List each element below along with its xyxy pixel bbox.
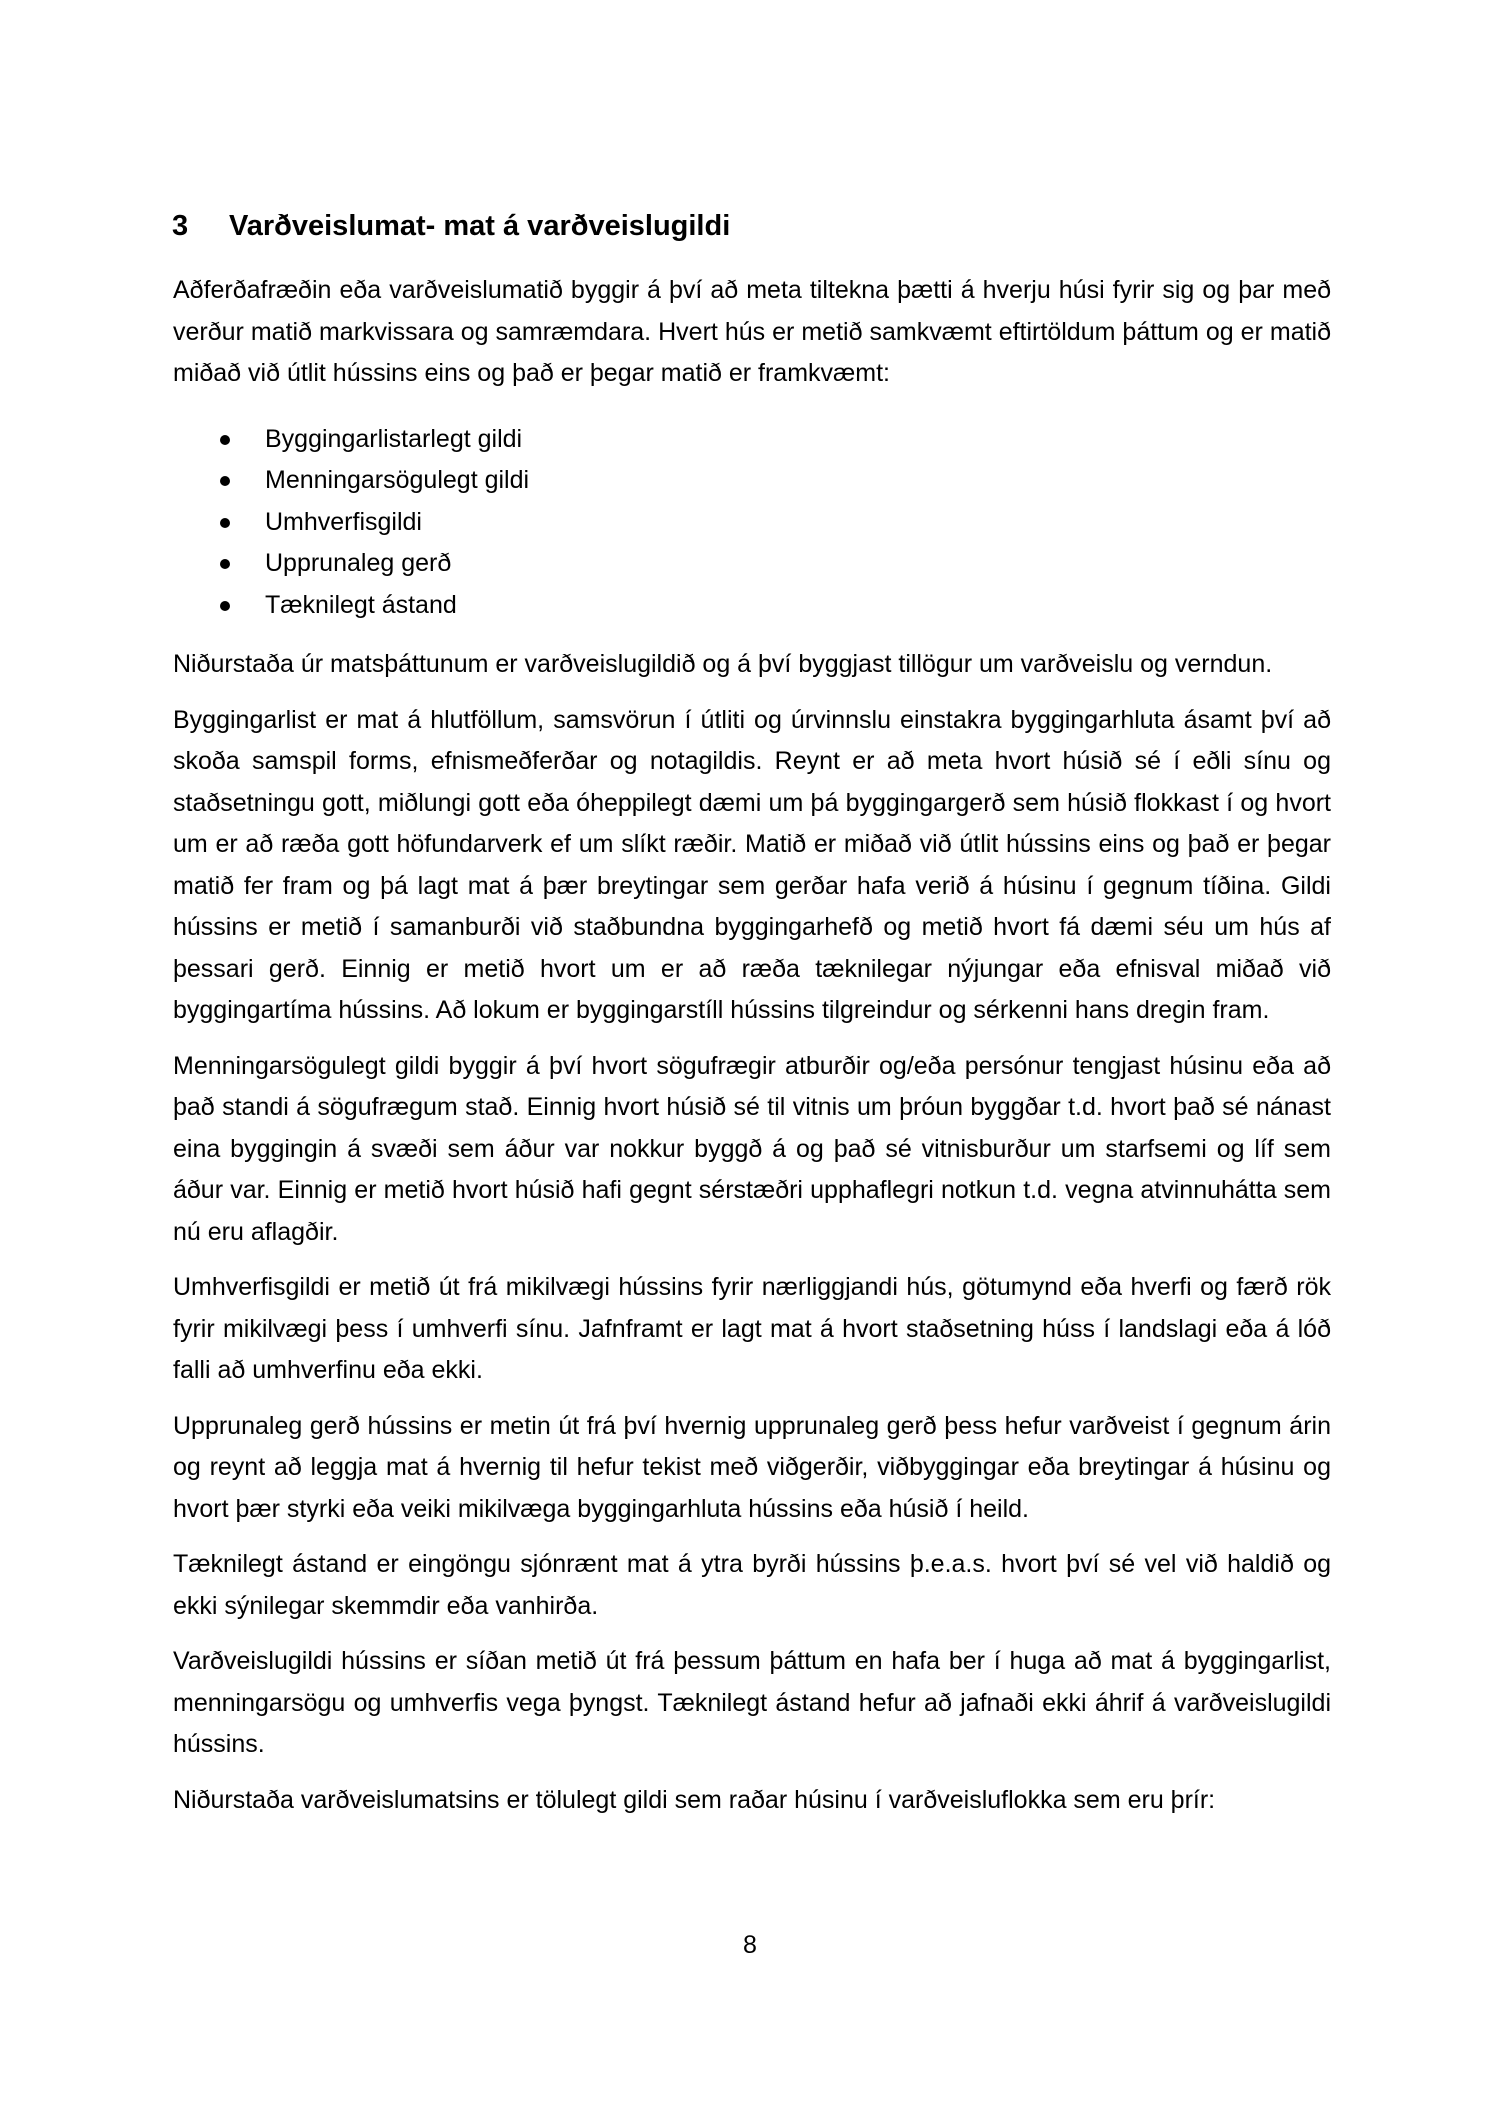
section-title: Varðveislumat- mat á varðveislugildi	[229, 210, 731, 242]
list-item	[173, 585, 1331, 627]
original-form-paragraph: Upprunaleg gerð hússins er metin út frá því hvernig upprunaleg gerð þess hefur varðveist í gegnum árin og reynt að leggja mat á hvernig til hefur tekist með viðgerðir, viðbyggingar eða breytingar á húsinu og hvort þær styrki eða veiki mikilvæga byggingarhluta hússins eða húsið í heild.	[173, 1411, 1331, 1523]
environment-paragraph: Umhverfisgildi er metið út frá mikilvægi hússins fyrir nærliggjandi hús, götumynd eða hverfi og færð rök fyrir mikilvægi þess í umhverfi sínu. Jafnframt er lagt mat á hvort staðsetning húss í landslagi eða á lóð falli að umhverfinu eða ekki.	[173, 1273, 1331, 1384]
list-item	[173, 460, 1331, 502]
bullet-icon	[220, 601, 230, 611]
preservation-value-paragraph: Varðveislugildi hússins er síðan metið út frá þessum þáttum en hafa ber í huga að mat á byggingarlist, menningarsögu og umhverfis vega þyngst. Tæknilegt ástand hefur að jafnaði ekki áhrif á varðveislugildi hússins.	[173, 1647, 1331, 1758]
page-number: 8	[743, 1931, 757, 1959]
list-item	[173, 419, 1331, 461]
criteria-list	[173, 419, 1331, 627]
section-number: 3	[172, 210, 189, 242]
section-heading	[172, 206, 730, 246]
bullet-icon	[220, 559, 230, 569]
intro-paragraph: Aðferðafræðin eða varðveislumatið byggir á því að meta tiltekna þætti á hverju húsi fyrir sig og þar með verður matið markvissara og samræmdara. Hvert hús er metið samkvæmt eftirtöldum þáttum og er matið miðað við útlit hússins eins og það er þegar matið er framkvæmt:	[173, 276, 1331, 387]
result-paragraph: Niðurstaða úr matsþáttunum er varðveislugildið og á því byggjast tillögur um varðveislu og verndun.	[173, 650, 1273, 678]
list-item-text: Umhverfisgildi	[265, 507, 422, 536]
list-item	[173, 502, 1331, 544]
bullet-icon	[220, 476, 230, 486]
bullet-icon	[220, 435, 230, 445]
list-item-text: Byggingarlistarlegt gildi	[265, 424, 523, 453]
technical-condition-paragraph: Tæknilegt ástand er eingöngu sjónrænt mat á ytra byrði hússins þ.e.a.s. hvort því sé vel við haldið og ekki sýnilegar skemmdir eða vanhirða.	[173, 1550, 1331, 1620]
body-content	[173, 270, 1331, 1835]
list-item-text: Tæknilegt ástand	[265, 590, 457, 619]
architecture-paragraph: Byggingarlist er mat á hlutföllum, samsvörun í útliti og úrvinnslu einstakra byggingarhluta ásamt því að skoða samspil forms, efnismeðferðar og notagildis. Reynt er að meta hvort húsið sé í eðli sínu og staðsetningu gott, miðlungi gott eða óheppilegt dæmi um þá byggingargerð sem húsið flokkast í og hvort um er að ræða gott höfundarverk ef um slíkt ræðir. Matið er miðað við útlit hússins eins og það er þegar matið fer fram og þá lagt mat á þær breytingar sem gerðar hafa verið á húsinu í gegnum tíðina. Gildi hússins er metið í samanburði við staðbundna byggingarhefð og metið hvort fá dæmi séu um hús af þessari gerð. Einnig er metið hvort um er að ræða tæknilegar nýjungar eða efnisval miðað við byggingartíma hússins. Að lokum er byggingarstíll hússins tilgreindur og sérkenni hans dregin fram.	[173, 705, 1331, 1024]
list-item-text: Menningarsögulegt gildi	[265, 466, 530, 494]
cultural-history-paragraph: Menningarsögulegt gildi byggir á því hvort sögufrægir atburðir og/eða persónur tengjast húsinu eða að það standi á sögufrægum stað. Einnig hvort húsið sé til vitnis um þróun byggðar t.d. hvort það sé nánast eina byggingin á svæði sem áður var nokkur byggð á og það sé vitnisburður um starfsemi og líf sem áður var. Einnig er metið hvort húsið hafi gegnt sérstæðri upphaflegri notkun t.d. vegna atvinnuhátta sem nú eru aflagðir.	[173, 1051, 1331, 1246]
list-item-text: Upprunaleg gerð	[265, 549, 452, 577]
conclusion-paragraph: Niðurstaða varðveislumatsins er tölulegt gildi sem raðar húsinu í varðveisluflokka sem eru þrír:	[173, 1785, 1216, 1814]
list-item	[173, 543, 1331, 585]
bullet-icon	[220, 518, 230, 528]
